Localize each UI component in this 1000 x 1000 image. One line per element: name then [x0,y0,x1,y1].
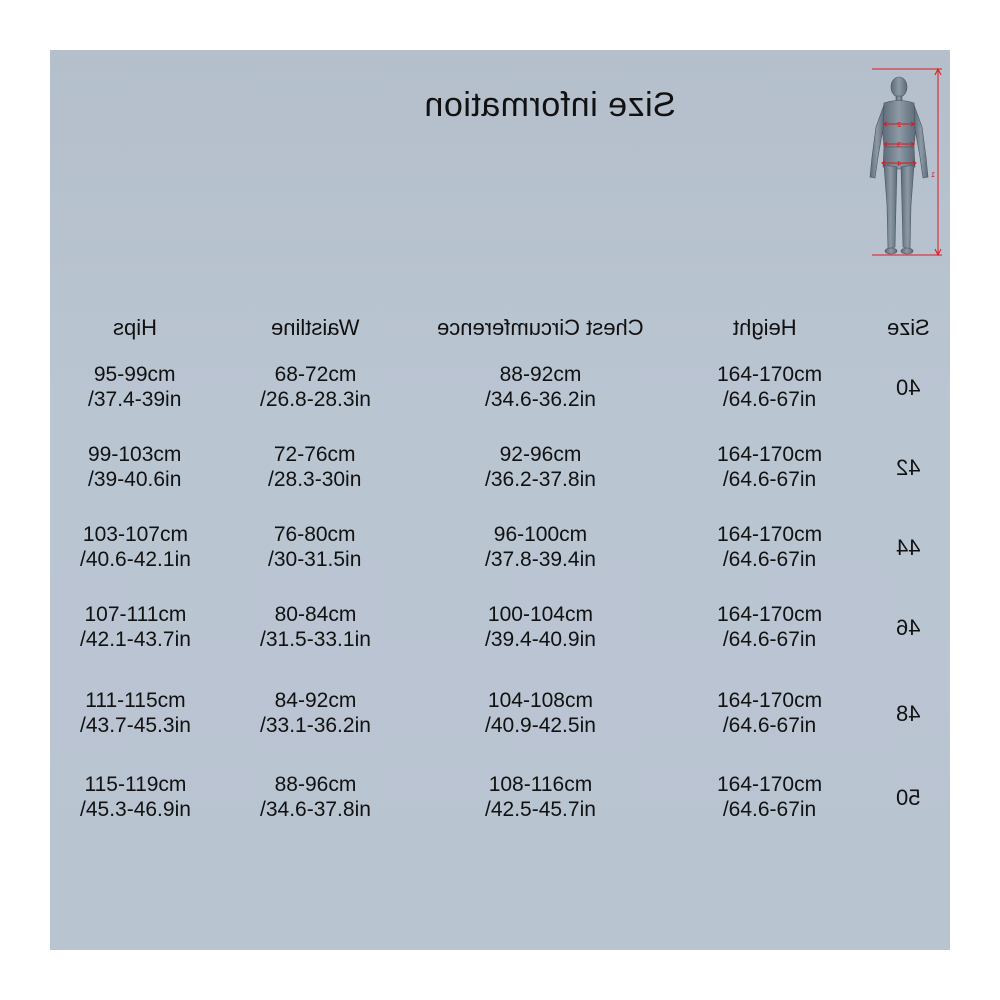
height-in-text: /64.6-67in [723,714,817,737]
height-value [675,522,865,572]
page-title: Size information [424,86,676,124]
hips-in-text: /37.4-39in [88,388,182,411]
hips-cm-text: 103-107cm [82,523,188,546]
chest-value [410,442,670,492]
height-value [675,362,865,412]
height-cm-text: 164-170cm [717,363,823,386]
waist-in-text: /28.3-30in [268,468,362,491]
waist-cm-text: 68-72cm [274,363,356,386]
hips-value [50,362,220,412]
height-value [675,442,865,492]
header-size: Size [886,315,930,340]
chest-in-text: /40.9-42.5in [484,714,596,737]
size-value [868,615,948,640]
size-value-text: 50 [895,785,921,810]
hips-cm-text: 111-115cm [84,689,186,712]
size-value-text: 42 [895,455,921,480]
header-chest: Chest Circumference [436,315,644,340]
size-value [868,701,948,726]
height-value [675,688,865,738]
waist-value [230,442,400,492]
waist-in-text: /26.8-28.3in [259,388,371,411]
size-value [868,455,948,480]
waist-in-text: /30-31.5in [268,548,362,571]
hips-cm-text: 107-111cm [84,603,186,626]
height-cm-text: 164-170cm [717,603,823,626]
waist-value [230,522,400,572]
hips-in-text: /43.7-45.3in [79,714,191,737]
waist-value [230,688,400,738]
waist-cm-text: 84-92cm [274,689,356,712]
chest-marker-label: 2 [896,121,902,129]
size-chart-panel [50,50,950,950]
waist-in-text: /33.1-36.2in [259,714,371,737]
waist-cm-text: 76-80cm [274,523,356,546]
size-value-text: 46 [895,615,921,640]
chest-in-text: /34.6-36.2in [484,388,596,411]
height-cm-text: 164-170cm [717,773,823,796]
chest-value [410,688,670,738]
chest-cm-text: 108-116cm [488,773,592,796]
chest-cm-text: 88-92cm [499,363,581,386]
chest-in-text: /39.4-40.9in [484,628,596,651]
waist-cm-text: 88-96cm [274,773,356,796]
hips-cm-text: 115-119cm [84,773,186,796]
size-value-text: 48 [895,701,921,726]
size-value-text: 44 [895,535,921,560]
height-value [675,602,865,652]
hips-value [50,602,220,652]
size-value-text: 40 [895,375,921,400]
chest-value [410,772,670,822]
chest-in-text: /37.8-39.4in [484,548,596,571]
size-value [868,535,948,560]
waist-marker-label: 3 [896,141,902,149]
hips-value [50,442,220,492]
hips-cm-text: 95-99cm [94,363,176,386]
size-value [868,375,948,400]
chest-in-text: /36.2-37.8in [484,468,596,491]
hips-marker-label: 4 [896,160,902,168]
waist-in-text: /34.6-37.8in [259,798,371,821]
header-waist: Waistline [270,315,360,340]
height-marker-label: 1 [930,171,936,179]
hips-value [50,772,220,822]
waist-cm-text: 72-76cm [274,443,356,466]
header-hips: Hips [112,315,157,340]
height-in-text: /64.6-67in [723,548,817,571]
chest-cm-text: 96-100cm [493,523,587,546]
header-height: Height [733,315,797,340]
height-in-text: /64.6-67in [723,468,817,491]
height-in-text: /64.6-67in [723,388,817,411]
hips-in-text: /45.3-46.9in [79,798,191,821]
waist-value [230,772,400,822]
height-in-text: /64.6-67in [723,628,817,651]
chest-value [410,602,670,652]
chest-cm-text: 104-108cm [487,689,593,712]
hips-value [50,688,220,738]
height-cm-text: 164-170cm [717,443,823,466]
waist-cm-text: 80-84cm [274,603,356,626]
hips-in-text: /42.1-43.7in [79,628,191,651]
hips-value [50,522,220,572]
size-value [868,785,948,810]
chest-cm-text: 92-96cm [499,443,581,466]
body-measurement-figure [862,65,948,260]
height-cm-text: 164-170cm [717,523,823,546]
hips-in-text: /39-40.6in [88,468,182,491]
chest-in-text: /42.5-45.7in [484,798,596,821]
waist-in-text: /31.5-33.1in [259,628,371,651]
height-value [675,772,865,822]
waist-value [230,362,400,412]
waist-value [230,602,400,652]
chest-value [410,522,670,572]
chest-cm-text: 100-104cm [487,603,593,626]
chest-value [410,362,670,412]
hips-cm-text: 99-103cm [88,443,182,466]
height-in-text: /64.6-67in [723,798,817,821]
height-cm-text: 164-170cm [717,689,823,712]
hips-in-text: /40.6-42.1in [79,548,191,571]
